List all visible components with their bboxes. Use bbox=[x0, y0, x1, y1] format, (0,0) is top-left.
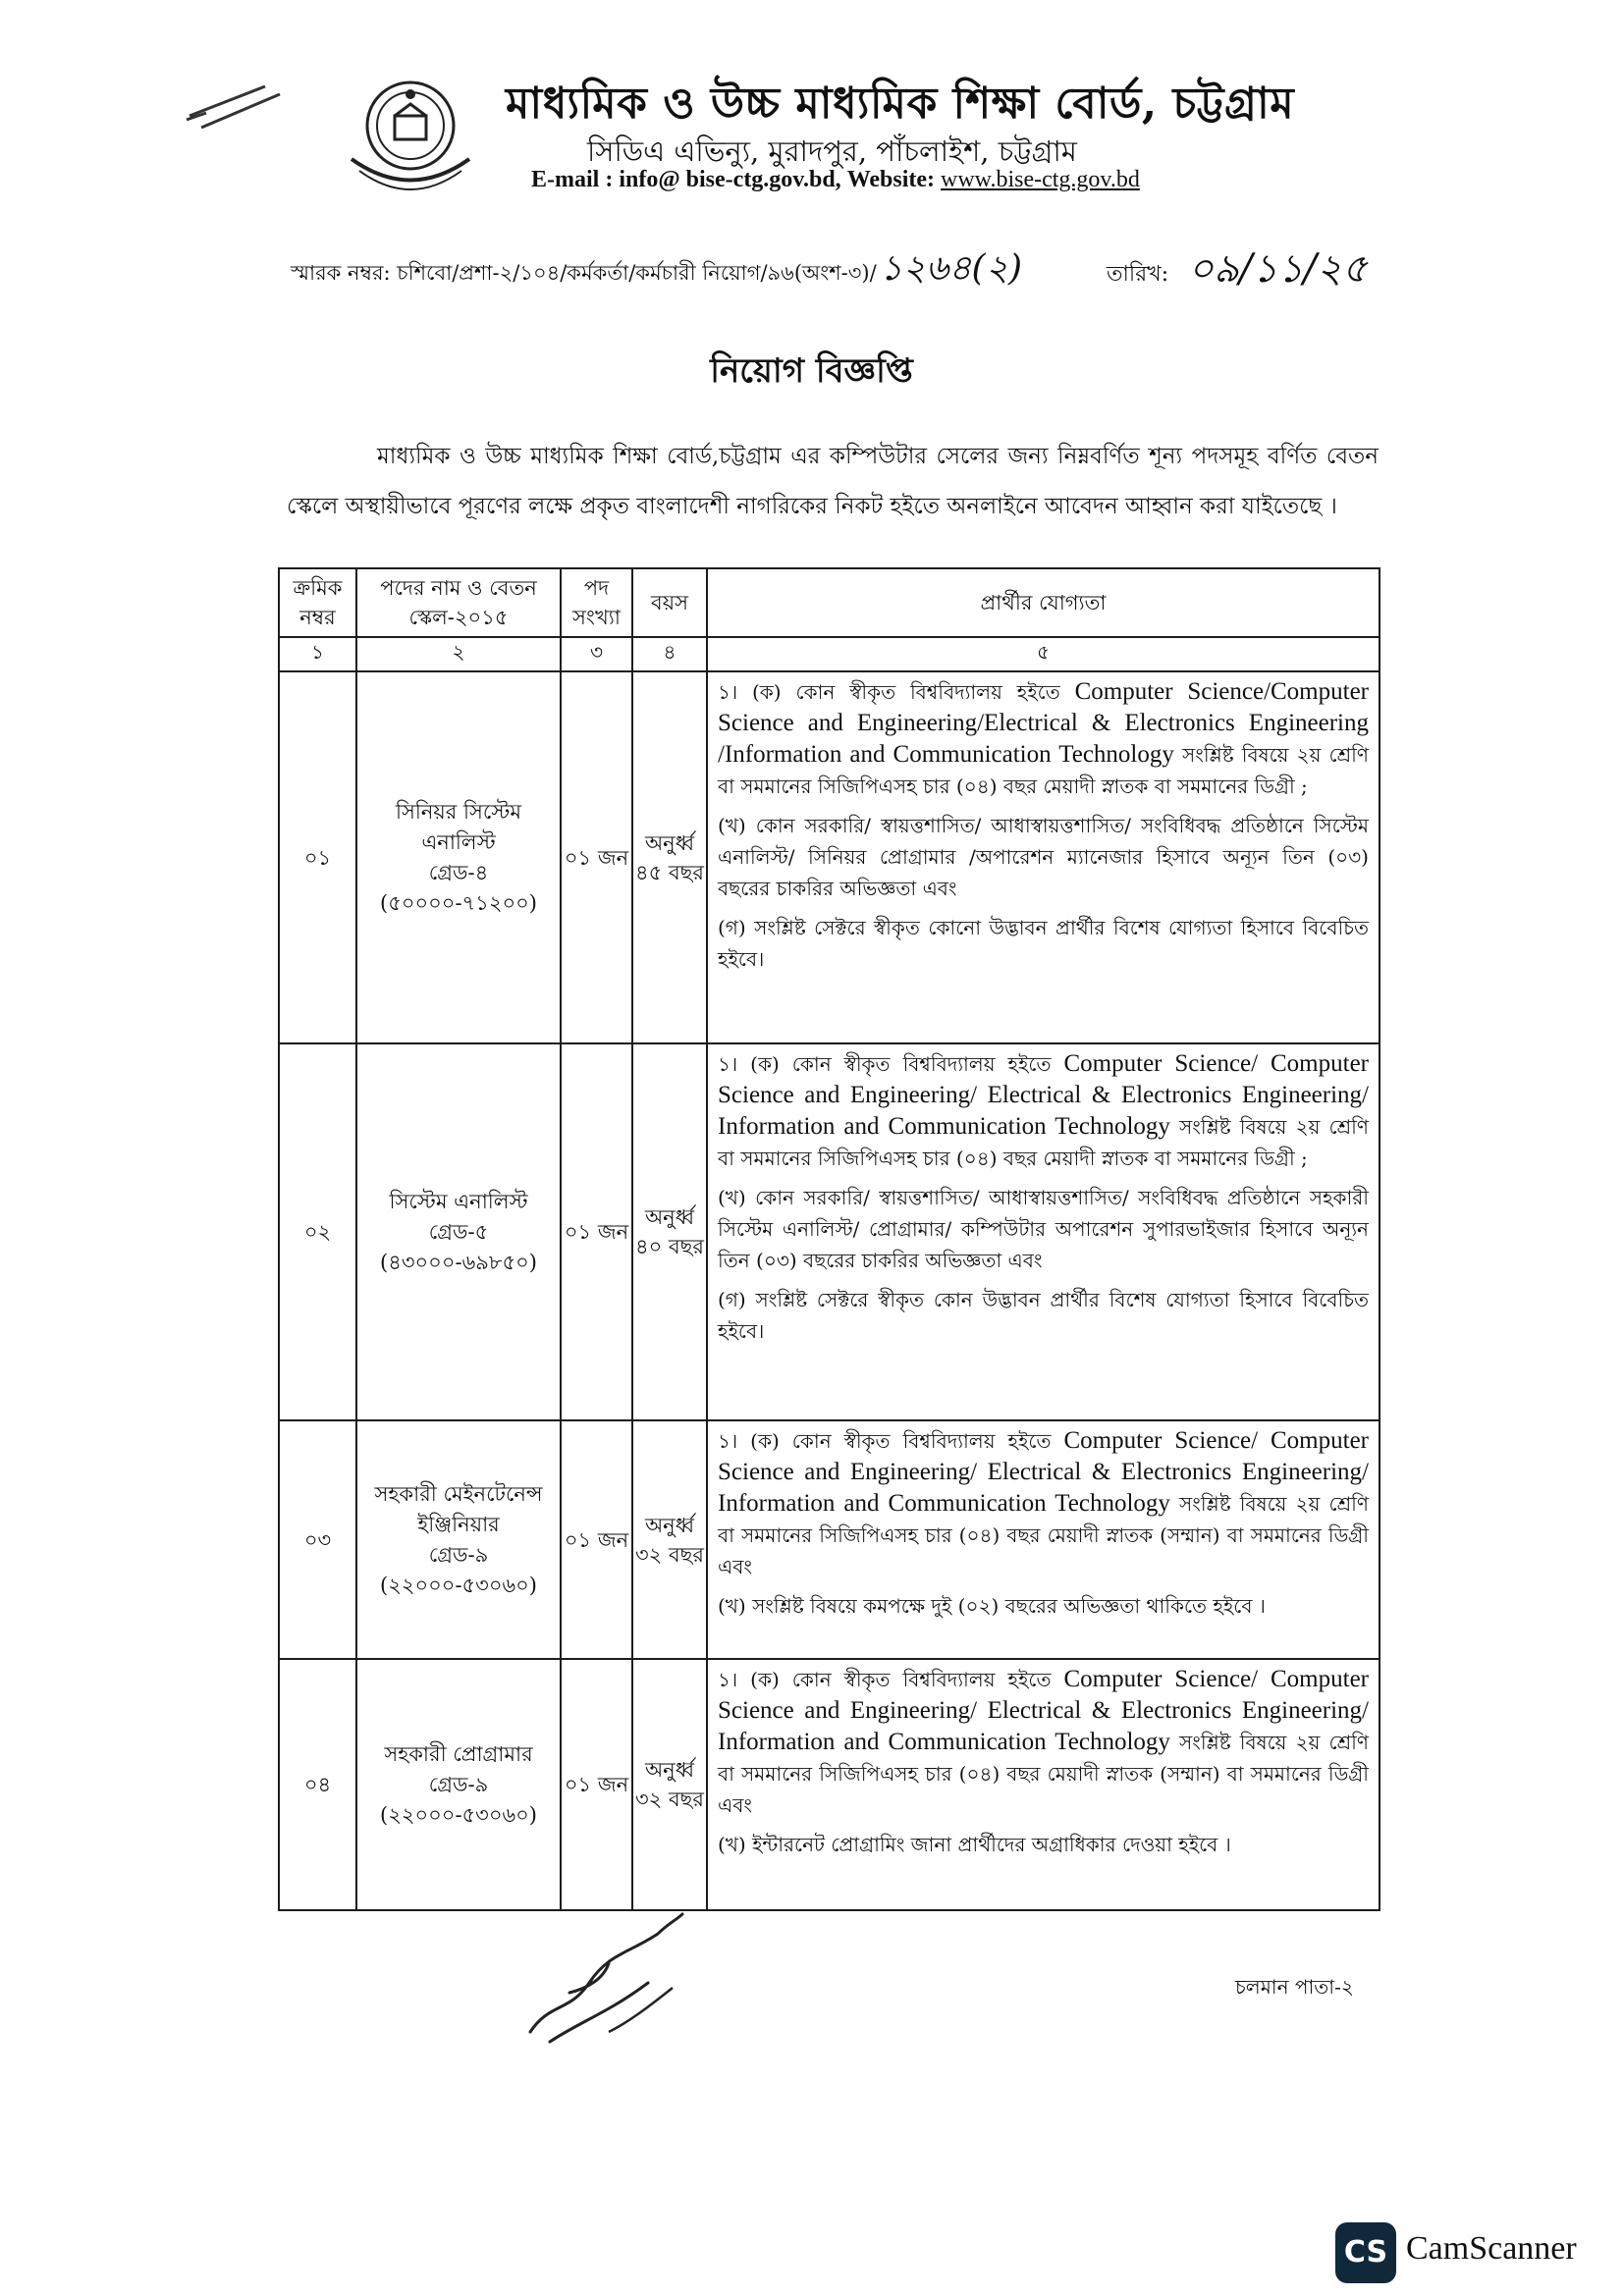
post-grade: গ্রেড-৫ bbox=[428, 1219, 489, 1244]
header-serial: ক্রমিক নম্বর bbox=[279, 568, 356, 637]
column-number: ৩ bbox=[561, 637, 632, 671]
website-label: Website: bbox=[846, 167, 936, 192]
email-label: E-mail : bbox=[531, 167, 614, 192]
qualification-kha: (খ) সংশ্লিষ্ট বিষয়ে কমপক্ষে দুই (০২) বছরের অভিজ্ঞতা থাকিতে হইবে । bbox=[718, 1594, 1266, 1618]
qualification-ka bbox=[718, 1048, 1369, 1174]
row-qualification bbox=[707, 1659, 1380, 1910]
column-number: ৫ bbox=[707, 637, 1380, 671]
table-header-row bbox=[279, 568, 1380, 637]
row-serial: ০৩ bbox=[279, 1420, 356, 1659]
camscanner-logo-icon: CS bbox=[1335, 2222, 1396, 2283]
notice-intro: মাধ্যমিক ও উচ্চ মাধ্যমিক শিক্ষা বোর্ড,চট্টগ্রাম এর কম্পিউটার সেলের জন্য নিম্নবর্ণিত শূন্য পদসমূহ বর্ণিত বেতন স্কেলে অস্থায়ীভাবে পূরণের লক্ষে প্রকৃত বাংলাদেশী নাগরিকের নিকট হইতে অনলাইনে আবেদন আহ্বান করা যাইতেছে । bbox=[287, 444, 1379, 519]
scratch-mark bbox=[182, 77, 290, 135]
post-name: সিস্টেম এনালিস্ট bbox=[389, 1189, 528, 1213]
column-number-row bbox=[279, 637, 1380, 671]
qualification-kha: (খ) কোন সরকারি/ স্বায়ত্তশাসিত/ আধাস্বায়ত্তশাসিত/ সংবিধিবদ্ধ প্রতিষ্ঠানে সহকারী সিস্টেম এনালিস্ট/ প্রোগ্রামার/ কম্পিউটার অপারেশন সুপারভাইজার হিসাবে অন্যূন তিন (০৩) বছরের চাকরির অভিজ্ঞতা এবং bbox=[718, 1186, 1369, 1272]
post-name: সিনিয়র সিস্টেম এনালিস্ট bbox=[395, 799, 522, 854]
qualification-ka-subjects: Computer Science/ Computer Science and Engineering/ Electrical & Electronics Engineering/ Information and Communication Technology bbox=[718, 1666, 1369, 1755]
row-count: ০১ জন bbox=[561, 1659, 632, 1910]
contact-line bbox=[531, 167, 1140, 193]
qualification-ka-subjects: Computer Science/ Computer Science and Engineering/ Electrical & Electronics Engineering/ Information and Communication Technology bbox=[718, 1050, 1369, 1140]
memo-handwritten-number: ১২৬৪(২) bbox=[880, 248, 1023, 289]
board-name: মাধ্যমিক ও উচ্চ মাধ্যমিক শিক্ষা বোর্ড, চট্টগ্রাম bbox=[506, 79, 1295, 129]
qualification-kha: (খ) ইন্টারনেট প্রোগ্রামিং জানা প্রার্থীদের অগ্রাধিকার দেওয়া হইবে । bbox=[718, 1833, 1231, 1856]
website-link[interactable]: www.bise-ctg.gov.bd bbox=[941, 167, 1140, 192]
row-serial: ০২ bbox=[279, 1043, 356, 1420]
header-count: পদ সংখ্যা bbox=[561, 568, 632, 637]
row-age: অনুর্ধ্ব ৩২ বছর bbox=[632, 1420, 707, 1659]
qualification-ka-prefix: ১। (ক) কোন স্বীকৃত বিশ্ববিদ্যালয় হইতে bbox=[718, 680, 1060, 704]
handwritten-date: ০৯/১১/২৫ bbox=[1188, 246, 1368, 292]
notice-title: নিয়োগ বিজ্ঞপ্তি bbox=[710, 351, 913, 391]
qualification-ka-rest: সংশ্লিষ্ট বিষয়ে ২য় শ্রেণি বা সমমানের সিজিপিএসহ চার (০৪) বছর মেয়াদী স্নাতক বা সমমানের ডিগ্রী ; bbox=[718, 1115, 1369, 1170]
row-age: অনুর্ধ্ব ৩২ বছর bbox=[632, 1659, 707, 1910]
row-qualification bbox=[707, 671, 1380, 1043]
post-name: সহকারী প্রোগ্রামার bbox=[384, 1741, 533, 1766]
table-row bbox=[279, 1659, 1380, 1910]
row-post bbox=[356, 1659, 561, 1910]
vacancy-table bbox=[278, 567, 1380, 1911]
row-qualification bbox=[707, 1043, 1380, 1420]
qualification-ka-rest: সংশ্লিষ্ট বিষয়ে ২য় শ্রেণি বা সমমানের সিজিপিএসহ চার (০৪) বছর মেয়াদী স্নাতক (সম্মান) বা সমমানের ডিগ্রী এবং bbox=[718, 1492, 1369, 1578]
qualification-ka-prefix: ১। (ক) কোন স্বীকৃত বিশ্ববিদ্যালয় হইতে bbox=[718, 1668, 1052, 1691]
row-count: ০১ জন bbox=[561, 671, 632, 1043]
qualification-ka-prefix: ১। (ক) কোন স্বীকৃত বিশ্ববিদ্যালয় হইতে bbox=[718, 1052, 1052, 1076]
row-age: অনুর্ধ্ব ৪০ বছর bbox=[632, 1043, 707, 1420]
post-scale: (৪৩০০০-৬৯৮৫০) bbox=[380, 1250, 537, 1274]
board-address: সিডিএ এভিন্যু, মুরাদপুর, পাঁচলাইশ, চট্টগ্রাম bbox=[587, 134, 1077, 168]
post-scale: (২২০০০-৫৩০৬০) bbox=[380, 1573, 537, 1597]
post-scale: (২২০০০-৫৩০৬০) bbox=[380, 1802, 537, 1827]
post-grade: গ্রেড-৯ bbox=[428, 1542, 489, 1567]
qualification-ka bbox=[718, 676, 1369, 802]
post-name: সহকারী মেইনটেনেন্স ইঞ্জিনিয়ার bbox=[374, 1481, 543, 1536]
qualification-ka bbox=[718, 1664, 1369, 1821]
qualification-ga: (গ) সংশ্লিষ্ট সেক্টরে স্বীকৃত কোনো উদ্ভাবন প্রার্থীর বিশেষ যোগ্যতা হিসাবে বিবেচিত হইবে। bbox=[718, 916, 1369, 971]
board-logo-icon bbox=[346, 69, 475, 198]
post-grade: গ্রেড-৪ bbox=[428, 860, 489, 884]
row-age: অনুর্ধ্ব ৪৫ বছর bbox=[632, 671, 707, 1043]
row-post bbox=[356, 1043, 561, 1420]
email-text: info@ bise-ctg.gov.bd, bbox=[619, 167, 841, 192]
qualification-ka-rest: সংশ্লিষ্ট বিষয়ে ২য় শ্রেণি বা সমমানের সিজিপিএসহ চার (০৪) বছর মেয়াদী স্নাতক বা সমমানের ডিগ্রী ; bbox=[718, 743, 1370, 798]
post-grade: গ্রেড-৯ bbox=[428, 1772, 489, 1796]
row-serial: ০৪ bbox=[279, 1659, 356, 1910]
row-serial: ০১ bbox=[279, 671, 356, 1043]
header-age: বয়স bbox=[632, 568, 707, 637]
header-post: পদের নাম ও বেতন স্কেল-২০১৫ bbox=[356, 568, 561, 637]
column-number: ৪ bbox=[632, 637, 707, 671]
row-count: ০১ জন bbox=[561, 1420, 632, 1659]
memo-number-label: স্মারক নম্বর: চশিবো/প্রশা-২/১০৪/কর্মকর্তা/কর্মচারী নিয়োগ/৯৬(অংশ-৩)/ bbox=[291, 261, 877, 285]
qualification-ka-subjects: Computer Science/ Computer Science and Engineering/ Electrical & Electronics Engineering/ Information and Communication Technology bbox=[718, 1427, 1369, 1517]
row-post bbox=[356, 671, 561, 1043]
qualification-ga: (গ) সংশ্লিষ্ট সেক্টরে স্বীকৃত কোন উদ্ভাবন প্রার্থীর বিশেষ যোগ্যতা হিসাবে বিবেচিত হইবে। bbox=[718, 1288, 1369, 1343]
qualification-ka bbox=[718, 1425, 1369, 1582]
column-number: ১ bbox=[279, 637, 356, 671]
row-post bbox=[356, 1420, 561, 1659]
date-label: তারিখ: bbox=[1107, 262, 1169, 287]
handwritten-signature bbox=[511, 1895, 707, 2061]
continuation-note: চলমান পাতা-২ bbox=[1235, 1975, 1354, 1999]
qualification-kha: (খ) কোন সরকারি/ স্বায়ত্তশাসিত/ আধাস্বায়ত্তশাসিত/ সংবিধিবদ্ধ প্রতিষ্ঠানে সিস্টেম এনালিস্ট/ সিনিয়র প্রোগ্রামার /অপারেশন ম্যানেজার হিসাবে অন্যূন তিন (০৩) বছরের চাকরির অভিজ্ঞতা এবং bbox=[718, 814, 1369, 900]
row-count: ০১ জন bbox=[561, 1043, 632, 1420]
post-scale: (৫০০০০-৭১২০০) bbox=[380, 890, 537, 915]
qualification-ka-prefix: ১। (ক) কোন স্বীকৃত বিশ্ববিদ্যালয় হইতে bbox=[718, 1429, 1052, 1453]
table-row bbox=[279, 671, 1380, 1043]
table-row bbox=[279, 1043, 1380, 1420]
header-qualification: প্রার্থীর যোগ্যতা bbox=[707, 568, 1380, 637]
table-row bbox=[279, 1420, 1380, 1659]
column-number: ২ bbox=[356, 637, 561, 671]
qualification-ka-subjects: Computer Science/Computer Science and Engineering/Electrical & Electronics Engineering /Information and Communication Technology bbox=[718, 678, 1369, 768]
qualification-ka-rest: সংশ্লিষ্ট বিষয়ে ২য় শ্রেণি বা সমমানের সিজিপিএসহ চার (০৪) বছর মেয়াদী স্নাতক (সম্মান) বা সমমানের ডিগ্রী এবং bbox=[718, 1731, 1369, 1817]
row-qualification bbox=[707, 1420, 1380, 1659]
camscanner-watermark: CamScanner bbox=[1406, 2230, 1577, 2267]
